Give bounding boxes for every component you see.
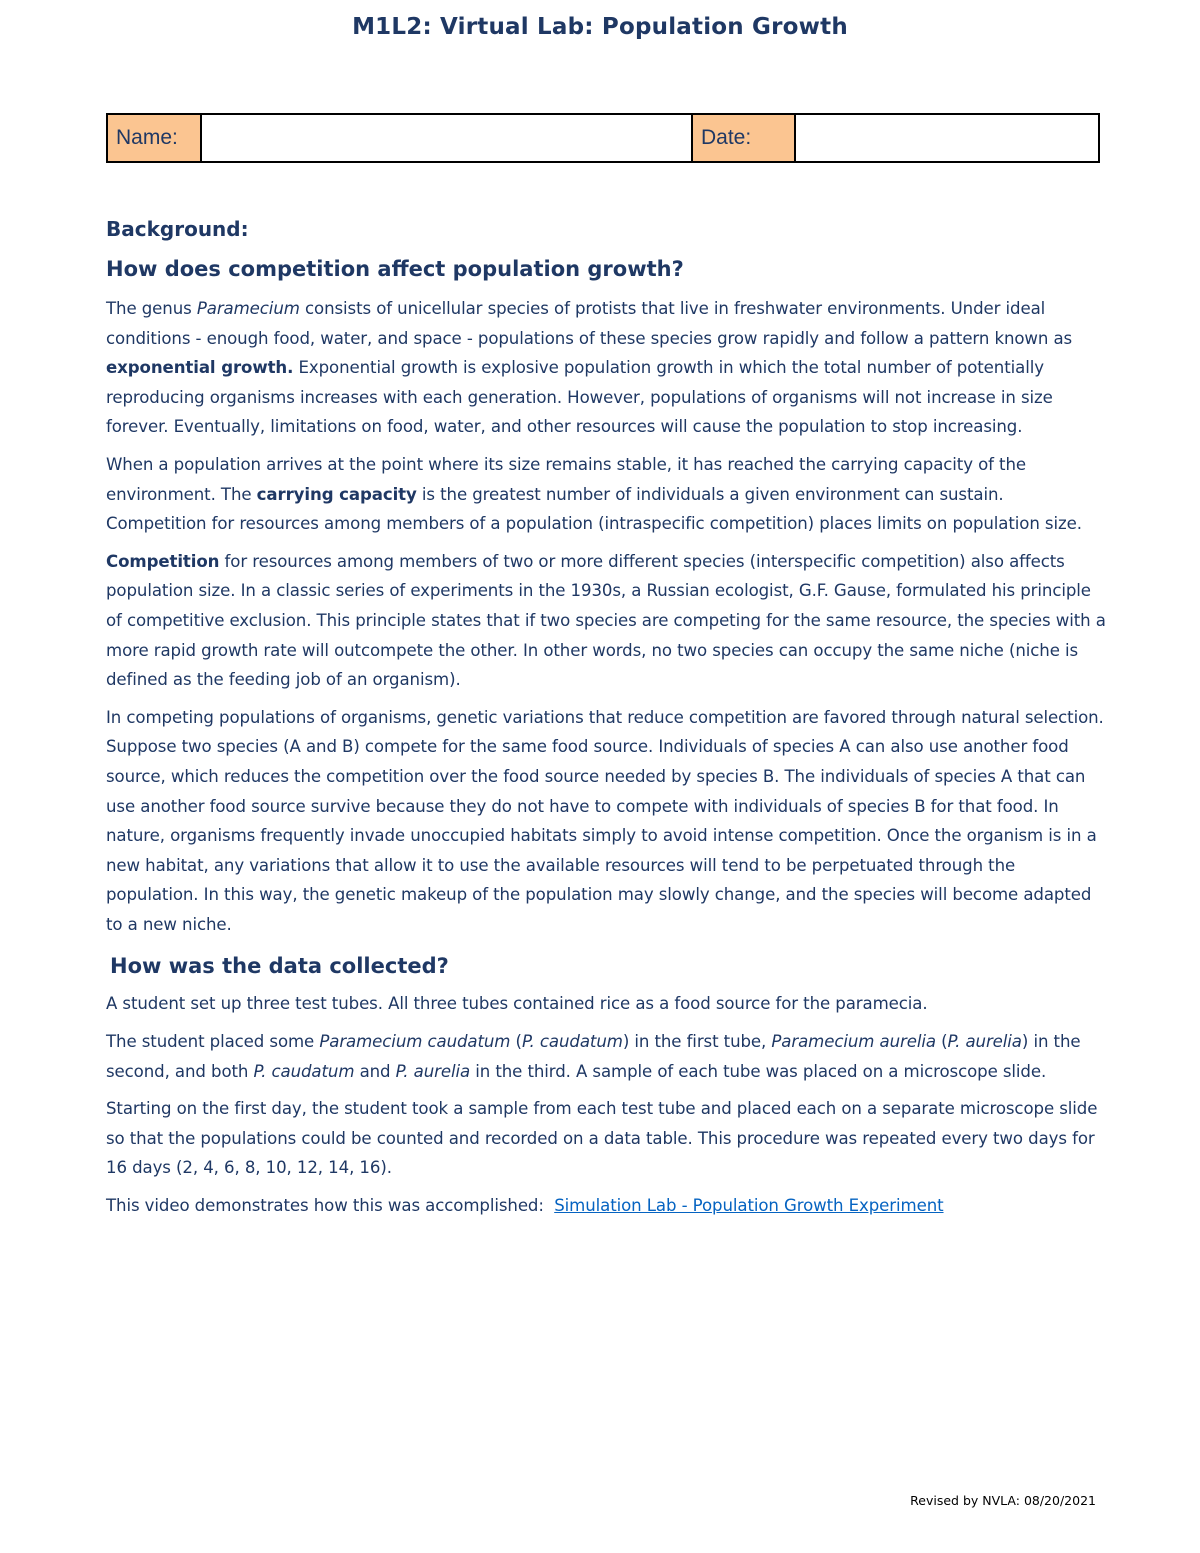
name-label: Name: [107, 114, 201, 162]
paragraph-test-tubes: A student set up three test tubes. All three tubes contained rice as a food source for the paramecia. [106, 994, 928, 1014]
revision-footer: Revised by NVLA: 08/20/2021 [910, 1493, 1096, 1508]
name-field[interactable] [201, 114, 692, 162]
paragraph-natural-selection: In competing populations of organisms, genetic variations that reduce competition are favored through natural selection. Suppose two species (A and B) compete for the same food source. Individuals of species A can also use another food source, which reduces the competition over the food source needed by species B. The individuals of species A that can use another food source survive because they do not have to compete with individuals of species B for that food. In nature, organisms frequently invade unoccupied habitats simply to avoid intense competition. Once the organism is in a new habitat, any variations that allow it to use the available resources will tend to be perpetuated through the population. In this way, the genetic makeup of the population may slowly change, and the species will become adapted to a new niche. [106, 707, 1104, 934]
date-field[interactable] [795, 114, 1099, 162]
simulation-video-link[interactable]: Simulation Lab - Population Growth Experiment [554, 1196, 944, 1216]
background-heading: Background: [106, 217, 249, 241]
paragraph-carrying-capacity: When a population arrives at the point where its size remains stable, it has reached the carrying capacity of the environment. The carrying capacity is the greatest number of individuals a given environment can sustain. Competition for resources among members of a population (intraspecific competition) places limits on population size. [106, 454, 1082, 534]
paragraph-paramecium: The genus Paramecium consists of unicellular species of protists that live in freshwater environments. Under ideal conditions - enough food, water, and space - populations of these species grow rapidly and follow a pattern known as exponential growth. Exponential growth is explosive population growth in which the total number of potentially reproducing organisms increases with each generation. However, populations of organisms will not increase in size forever. Eventually, limitations on food, water, and other resources will cause the population to stop increasing. [106, 299, 1073, 437]
document-body [106, 212, 1106, 1229]
paragraph-competition: Competition for resources among members of two or more different species (interspecific competition) also affects population size. In a classic series of experiments in the 1930s, a Russian ecologist, G.F. Gause, formulated his principle of competitive exclusion. This principle states that if two species are competing for the same resource, the species with a more rapid growth rate will outcompete the other. In other words, no two species can occupy the same niche (niche is defined as the feeding job of an organism). [106, 551, 1106, 690]
paragraph-procedure: Starting on the first day, the student took a sample from each test tube and placed each on a separate microscope slide so that the populations could be counted and recorded on a data table. This procedure was repeated every two days for 16 days (2, 4, 6, 8, 10, 12, 14, 16). [106, 1099, 1098, 1178]
paragraph-species-placement: The student placed some Paramecium caudatum (P. caudatum) in the first tube, Paramecium aurelia (P. aurelia) in the second, and both P. caudatum and P. aurelia in the third. A sample of each tube was placed on a microscope slide. [106, 1032, 1081, 1081]
name-date-table [106, 113, 1100, 163]
document-title: M1L2: Virtual Lab: Population Growth [352, 14, 848, 40]
data-collection-heading: How was the data collected? [110, 954, 449, 979]
date-label: Date: [692, 114, 795, 162]
competition-question-heading: How does competition affect population growth? [106, 257, 684, 281]
paragraph-video: This video demonstrates how this was accomplished: Simulation Lab - Population Growth Experiment [106, 1196, 944, 1216]
